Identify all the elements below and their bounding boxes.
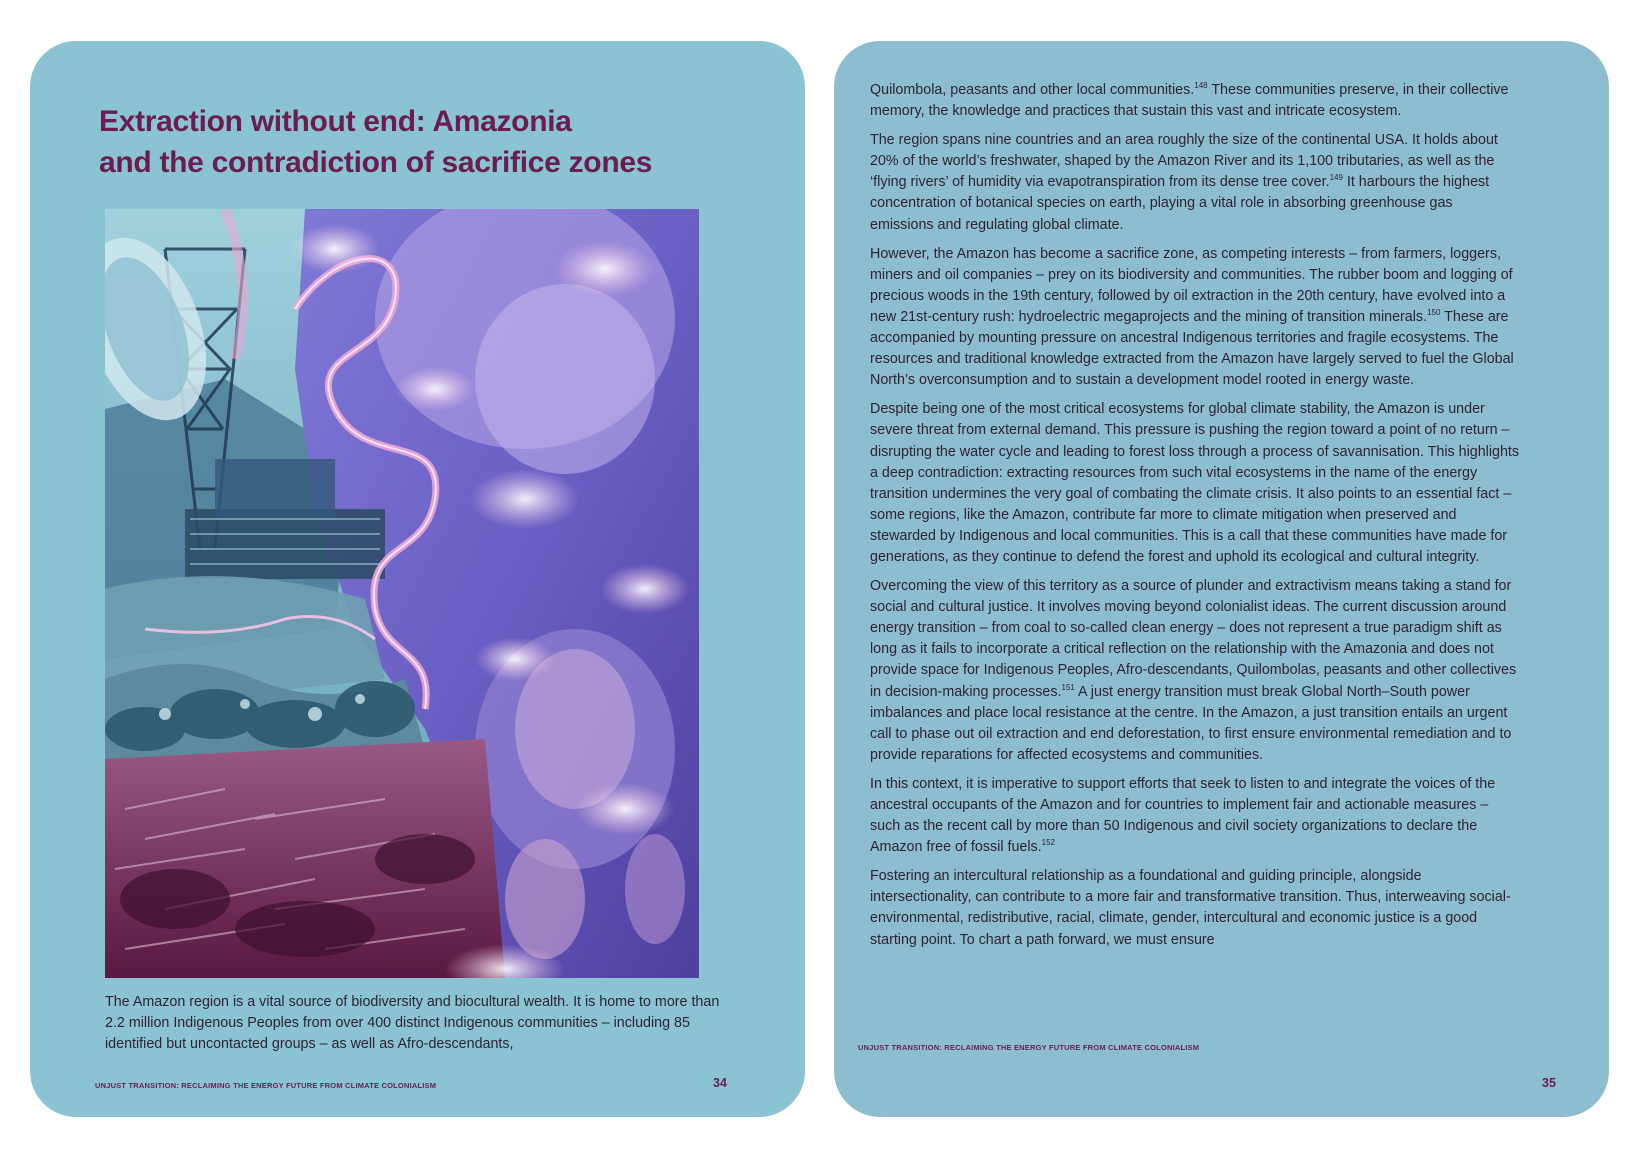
page-number: 35 <box>1542 1076 1556 1090</box>
paragraph: In this context, it is imperative to support efforts that seek to listen to and integrate the voices of the ancestral occupants of the Amazon and for countries to implement fair and actionable measures – such as the recent call by more than 50 Indigenous and civil society organizations to declare the Amazon free of fossil fuels.$^{152}$ <box>870 775 1496 856</box>
footnote-ref: 152 <box>1041 838 1055 848</box>
running-footer: UNJUST TRANSITION: RECLAIMING THE ENERGY FUTURE FROM CLIMATE COLONIALISM <box>95 1081 437 1090</box>
paragraph: Overcoming the view of this territory as a source of plunder and extractivism means taking a stand for social and cultural justice. It involves moving beyond colonialist ideas. The current discussion around energy transition – from coal to so-called clean energy – does not represent a true paradigm shift as long as it fails to incorporate a critical reflection on the relationship with the Amazonia and does not provide space for Indigenous Peoples, Afro-descendants, Quilombolas, peasants and other collectives in decision-making processes.$^{151}$ A just energy transition must break Global North–South power imbalances and place local resistance at the centre. In the Amazon, a just transition entails an urgent call to phase out oil extraction and end deforestation, to first ensure environmental remediation and to provide reparations for affected ecosystems and communities. <box>870 578 1517 763</box>
title-line-1: Extraction without end: Amazonia <box>99 105 572 138</box>
body-text <box>870 80 1520 959</box>
paragraph: Despite being one of the most critical ecosystems for global climate stability, the Amazon is under severe threat from external demand. This pressure is pushing the region toward a point of no return – disrupting the water cycle and leading to forest loss through a process of savannisation. This highlights a deep contradiction: extracting resources from such vital ecosystems in the name of the energy transition undermines the very goal of combating the climate crisis. It also points to an essential fact – some regions, like the Amazon, contribute far more to climate mitigation when preserved and stewarded by Indigenous and local communities. This is a call that these communities have made for generations, as they continue to defend the forest and uphold its ecological and cultural integrity. <box>870 401 1520 565</box>
paragraph: However, the Amazon has become a sacrifice zone, as competing interests – from farmers, loggers, miners and oil companies – prey on its biodiversity and communities. The rubber boom and logging of precious woods in the 19th century, followed by oil extraction in the 20th century, have evolved into a new 21st-century rush: hydroelectric megaprojects and the mining of transition minerals.$^{150}$ These are accompanied by mounting pressure on ancestral Indigenous territories and fragile ecosystems. The resources and traditional knowledge extracted from the Amazon have largely served to fuel the Global North’s overconsumption and to sustain a development model rooted in energy waste. <box>870 245 1514 389</box>
right-page <box>834 41 1609 1117</box>
title-line-2: and the contradiction of sacrifice zones <box>99 146 653 179</box>
paragraph: Quilombola, peasants and other local communities.$^{148}$ These communities preserve, in their collective memory, the knowledge and practices that sustain this vast and intricate ecosystem. <box>870 81 1509 120</box>
page-number: 34 <box>713 1076 727 1090</box>
footnote-ref: 150 <box>1427 308 1441 318</box>
amazon-collage-image <box>105 209 699 978</box>
paragraph: The region spans nine countries and an area roughly the size of the continental USA. It holds about 20% of the world’s freshwater, shaped by the Amazon River and its 1,100 tributaries, as well as the ‘flying rivers’ of humidity via evapotranspiration from its dense tree cover.$^{149}$ It harbours the highest concentration of botanical species on earth, playing a vital role in absorbing greenhouse gas emissions and regulating global climate. <box>870 132 1498 233</box>
footnote-ref: 149 <box>1329 173 1343 183</box>
page-title <box>99 101 739 183</box>
running-footer: UNJUST TRANSITION: RECLAIMING THE ENERGY FUTURE FROM CLIMATE COLONIALISM <box>858 1043 1200 1052</box>
paragraph: Fostering an intercultural relationship as a foundational and guiding principle, alongside intersectionality, can contribute to a more fair and transformative transition. Thus, interweaving social-environmental, redistributive, racial, climate, gender, intercultural and economic justice is a good starting point. To chart a path forward, we must ensure <box>870 868 1511 948</box>
footnote-ref: 151 <box>1061 682 1075 692</box>
footnote-ref: 148 <box>1194 81 1208 91</box>
intro-caption-text: The Amazon region is a vital source of biodiversity and biocultural wealth. It is home to more than 2.2 million Indigenous Peoples from over 400 distinct Indigenous communities – including 85 identified but uncontacted groups – as well as Afro-descendants, <box>105 994 720 1052</box>
left-page <box>30 41 805 1117</box>
